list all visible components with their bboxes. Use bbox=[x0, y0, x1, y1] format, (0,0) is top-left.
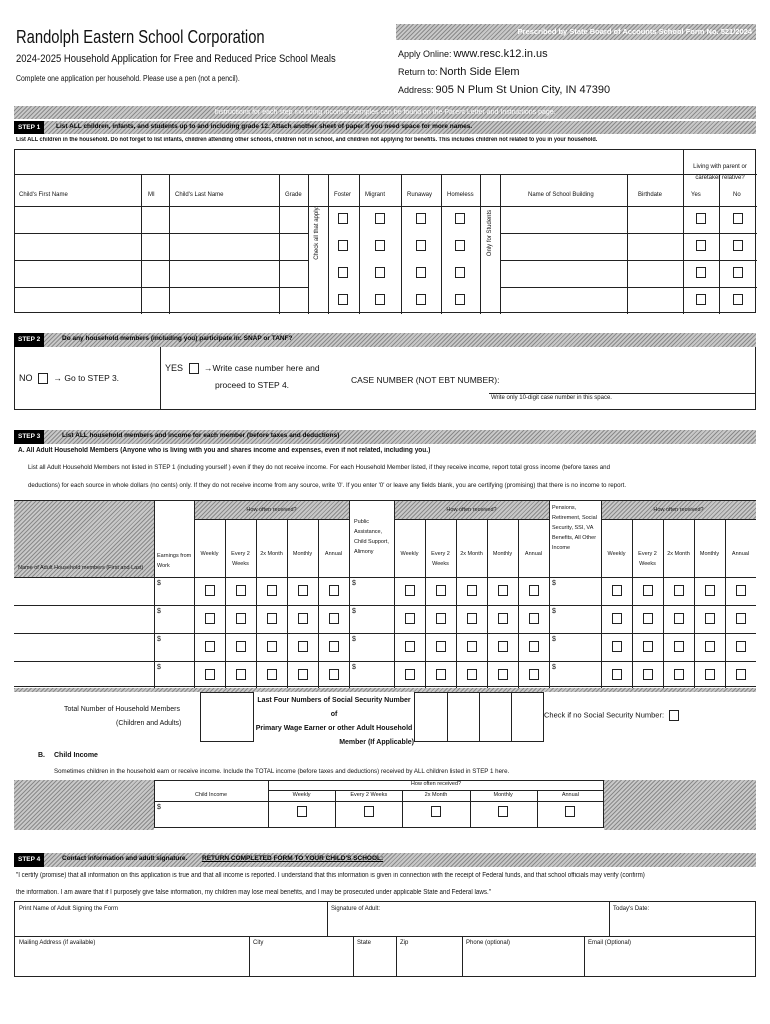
freq-header-3-2: Every 2 Weeks bbox=[638, 551, 657, 567]
child-freq-line bbox=[470, 790, 471, 828]
adult-row1-amount-3-field[interactable] bbox=[559, 578, 600, 604]
freq-header-1-4: Monthly bbox=[292, 551, 313, 557]
no-ssn-label: Check if no Social Security Number: bbox=[544, 710, 665, 720]
adult-row4-freq-2-4-checkbox[interactable] bbox=[498, 669, 508, 680]
row1-migrant-checkbox[interactable] bbox=[375, 213, 385, 224]
how-often-3: How often received? bbox=[653, 507, 704, 513]
adult-row2-freq-2-5-checkbox[interactable] bbox=[529, 613, 539, 624]
no-checkbox[interactable] bbox=[38, 373, 48, 384]
child-income-table bbox=[14, 780, 756, 830]
no-label: NO bbox=[19, 373, 33, 383]
adult-row1-freq-3-3-checkbox[interactable] bbox=[674, 585, 684, 596]
freq-header-1-2: Every 2 Weeks bbox=[231, 551, 250, 567]
adult-row1-freq-2-3-checkbox[interactable] bbox=[467, 585, 477, 596]
child-income-amount-field[interactable] bbox=[164, 802, 267, 827]
freq-header-3-4: Monthly bbox=[699, 551, 720, 557]
children-table bbox=[14, 149, 756, 313]
row3-yes-checkbox[interactable] bbox=[696, 267, 706, 278]
row3-foster-checkbox[interactable] bbox=[338, 267, 348, 278]
adult-row3-freq-1-5-checkbox[interactable] bbox=[329, 641, 339, 652]
ssn-label-2: Primary Wage Earner or other Adult Household bbox=[255, 725, 413, 732]
apply-online-value: www.resc.k12.in.us bbox=[453, 48, 548, 60]
step2-tag: STEP 2 bbox=[14, 333, 44, 347]
adult-row2-dollar-1: $ bbox=[157, 608, 161, 615]
col-pensions: Pensions, Retirement, Social Security, SSI, VA Benefits, All Other Income bbox=[552, 505, 597, 551]
row1-yes-checkbox[interactable] bbox=[696, 213, 706, 224]
step4-tag: STEP 4 bbox=[14, 853, 44, 867]
adult-row3-freq-3-1-checkbox[interactable] bbox=[612, 641, 622, 652]
adult-row3-amount-2-field[interactable] bbox=[359, 634, 393, 660]
adult-row2-freq-1-3-checkbox[interactable] bbox=[267, 613, 277, 624]
row3-first-name-field[interactable] bbox=[16, 261, 141, 286]
signature-table bbox=[14, 901, 756, 977]
adult-row3-dollar-2: $ bbox=[352, 636, 356, 643]
adult-row3-freq-1-4-checkbox[interactable] bbox=[298, 641, 308, 652]
print-name-field[interactable] bbox=[16, 916, 326, 935]
adult-row4-freq-3-2-checkbox[interactable] bbox=[643, 669, 653, 680]
row2-last-name-field[interactable] bbox=[170, 234, 279, 259]
how-often-2: How often received? bbox=[446, 507, 497, 513]
step3-bar bbox=[14, 430, 756, 444]
adult-row3-freq-2-5-checkbox[interactable] bbox=[529, 641, 539, 652]
prescribed-bar bbox=[396, 24, 756, 40]
col-public-assistance: Public Assistance, Child Support, Alimony bbox=[354, 519, 389, 555]
child-freq-1-checkbox[interactable] bbox=[297, 806, 307, 817]
adult-row3-amount-1-field[interactable] bbox=[164, 634, 193, 660]
child-freq-2-checkbox[interactable] bbox=[364, 806, 374, 817]
row1-grade-field[interactable] bbox=[280, 207, 308, 232]
total-members-label-2: (Children and Adults) bbox=[116, 720, 182, 727]
step1-subtitle: List ALL children in the household. Do not forget to list infants, children attending other schools, children not in school, and children not applying for benefits. This includes children not related to you in your household. bbox=[16, 137, 598, 143]
adult-row2-freq-2-4-checkbox[interactable] bbox=[498, 613, 508, 624]
step2-section bbox=[14, 333, 756, 410]
row4-no-checkbox[interactable] bbox=[733, 294, 743, 305]
adult-row1-amount-1-field[interactable] bbox=[164, 578, 193, 604]
adult-row1-freq-3-4-checkbox[interactable] bbox=[705, 585, 715, 596]
col-first-name: Child's First Name bbox=[19, 192, 68, 198]
phone-field[interactable] bbox=[463, 950, 583, 976]
adult-row1-freq-1-2-checkbox[interactable] bbox=[236, 585, 246, 596]
child-freq-3-checkbox[interactable] bbox=[431, 806, 441, 817]
row1-foster-checkbox[interactable] bbox=[338, 213, 348, 224]
row1-school-field[interactable] bbox=[501, 207, 627, 232]
row4-school-field[interactable] bbox=[501, 288, 627, 313]
row3-grade-field[interactable] bbox=[280, 261, 308, 286]
state-field[interactable] bbox=[354, 950, 395, 976]
child-freq-header-3: 2x Month bbox=[424, 792, 448, 798]
adult-row1-freq-2-1-checkbox[interactable] bbox=[405, 585, 415, 596]
signature-label: Signature of Adult: bbox=[331, 906, 381, 912]
row4-homeless-checkbox[interactable] bbox=[455, 294, 465, 305]
no-option bbox=[19, 373, 119, 384]
row3-last-name-field[interactable] bbox=[170, 261, 279, 286]
freq-line bbox=[287, 519, 288, 688]
row2-migrant-checkbox[interactable] bbox=[375, 240, 385, 251]
step1-tag: STEP 1 bbox=[14, 121, 44, 134]
ssn-label-1: Last Four Numbers of Social Security Number of bbox=[257, 697, 411, 718]
child-income-text: Sometimes children in the household earn or receive income. Include the TOTAL income (before taxes and deductions) received by ALL children listed in STEP 1 here. bbox=[54, 768, 510, 775]
step1-bar bbox=[14, 121, 756, 134]
row4-grade-field[interactable] bbox=[280, 288, 308, 313]
yes-write: →Write case number here and bbox=[204, 363, 320, 373]
address-value: 905 N Plum St Union City, IN 47390 bbox=[435, 84, 611, 96]
col-migrant: Migrant bbox=[365, 192, 386, 198]
col-runaway: Runaway bbox=[407, 192, 433, 198]
step3-section bbox=[14, 430, 756, 832]
ssn-label-3: Member (If Applicable) bbox=[339, 739, 414, 746]
adult-row4-dollar-2: $ bbox=[352, 664, 356, 671]
adult-row2-freq-3-1-checkbox[interactable] bbox=[612, 613, 622, 624]
row2-foster-checkbox[interactable] bbox=[338, 240, 348, 251]
adult-row1-amount-2-field[interactable] bbox=[359, 578, 393, 604]
adult-row1-freq-1-5-checkbox[interactable] bbox=[329, 585, 339, 596]
adult-row3-freq-2-1-checkbox[interactable] bbox=[405, 641, 415, 652]
no-ssn-checkbox[interactable] bbox=[669, 710, 679, 721]
ssn-field[interactable] bbox=[414, 692, 544, 742]
step4-title: Contact information and adult signature. bbox=[62, 855, 188, 862]
adult-row2-freq-2-1-checkbox[interactable] bbox=[405, 613, 415, 624]
adult-row4-dollar-1: $ bbox=[157, 664, 161, 671]
date-label: Today's Date: bbox=[613, 906, 650, 912]
adult-row4-freq-2-3-checkbox[interactable] bbox=[467, 669, 477, 680]
child-income-col: Child Income bbox=[194, 792, 228, 798]
adult-row2-freq-1-1-checkbox[interactable] bbox=[205, 613, 215, 624]
adult-row2-freq-3-5-checkbox[interactable] bbox=[736, 613, 746, 624]
ssn-label bbox=[254, 694, 414, 750]
adult-row3-freq-1-1-checkbox[interactable] bbox=[205, 641, 215, 652]
no-ssn-option bbox=[544, 710, 679, 721]
row1-homeless-checkbox[interactable] bbox=[455, 213, 465, 224]
adult-row4-name-field[interactable] bbox=[15, 662, 153, 688]
step4-return-title: RETURN COMPLETED FORM TO YOUR CHILD'S SCHOOL: bbox=[202, 855, 384, 862]
row4-yes-checkbox[interactable] bbox=[696, 294, 706, 305]
adult-row1-freq-3-5-checkbox[interactable] bbox=[736, 585, 746, 596]
zip-label: Zip bbox=[400, 940, 409, 946]
col-homeless: Homeless bbox=[447, 192, 474, 198]
step4-bar bbox=[14, 853, 756, 867]
adult-row4-freq-1-3-checkbox[interactable] bbox=[267, 669, 277, 680]
signature-field[interactable] bbox=[328, 916, 608, 935]
col-adult-name: Name of Adult Household members (First and Last) bbox=[18, 565, 144, 571]
apply-online bbox=[398, 48, 548, 60]
col-earnings: Earnings from Work bbox=[157, 553, 192, 569]
row3-mi-field[interactable] bbox=[142, 261, 169, 286]
child-freq-4-checkbox[interactable] bbox=[498, 806, 508, 817]
adult-row1-freq-1-1-checkbox[interactable] bbox=[205, 585, 215, 596]
freq-header-3-1: Weekly bbox=[607, 551, 626, 557]
row3-migrant-checkbox[interactable] bbox=[375, 267, 385, 278]
adult-row2-freq-3-4-checkbox[interactable] bbox=[705, 613, 715, 624]
row2-no-checkbox[interactable] bbox=[733, 240, 743, 251]
child-freq-line bbox=[402, 790, 403, 828]
adult-row4-freq-2-1-checkbox[interactable] bbox=[405, 669, 415, 680]
adult-row3-freq-3-3-checkbox[interactable] bbox=[674, 641, 684, 652]
adult-row1-freq-2-5-checkbox[interactable] bbox=[529, 585, 539, 596]
adult-row3-name-field[interactable] bbox=[15, 634, 153, 660]
zip-field[interactable] bbox=[397, 950, 461, 976]
instructions-text: Instructions for each step including income examples can be found on the Parent Letter and Instructions page. bbox=[214, 109, 556, 116]
adult-row2-freq-1-4-checkbox[interactable] bbox=[298, 613, 308, 624]
how-often-1: How often received? bbox=[246, 507, 297, 513]
adult-members-text-2: deductions) for each source in whole dollars (no cents) only. If they do not receive income from any source, write '0'. If you enter '0' or leave any fields blank, you are certifying (promising) that there is no income to report. bbox=[28, 482, 627, 489]
adult-row1-dollar-3: $ bbox=[552, 580, 556, 587]
row2-yes-checkbox[interactable] bbox=[696, 240, 706, 251]
row4-foster-checkbox[interactable] bbox=[338, 294, 348, 305]
col-last-name: Child's Last Name bbox=[175, 192, 224, 198]
adult-row4-freq-3-5-checkbox[interactable] bbox=[736, 669, 746, 680]
freq-header-2-2: Every 2 Weeks bbox=[431, 551, 450, 567]
adult-row3-freq-1-2-checkbox[interactable] bbox=[236, 641, 246, 652]
yes-option bbox=[165, 363, 320, 374]
case-number-label: CASE NUMBER (NOT EBT NUMBER): bbox=[351, 375, 500, 385]
adult-row4-freq-3-3-checkbox[interactable] bbox=[674, 669, 684, 680]
col-grade: Grade bbox=[285, 192, 302, 198]
row2-school-field[interactable] bbox=[501, 234, 627, 259]
child-income-dollar: $ bbox=[157, 804, 161, 811]
row2-grade-field[interactable] bbox=[280, 234, 308, 259]
freq-line bbox=[487, 519, 488, 688]
sub-note: Complete one application per household. Please use a pen (not a pencil). bbox=[16, 74, 240, 83]
print-name-label: Print Name of Adult Signing the Form bbox=[19, 906, 119, 912]
adult-row2-dollar-2: $ bbox=[352, 608, 356, 615]
freq-header-2-4: Monthly bbox=[492, 551, 513, 557]
step1-section bbox=[14, 121, 756, 313]
return-to bbox=[398, 66, 520, 78]
case-number-field[interactable] bbox=[489, 357, 755, 393]
adult-row1-name-field[interactable] bbox=[15, 578, 153, 604]
apply-online-label: Apply Online: bbox=[398, 49, 452, 59]
adult-row4-freq-3-1-checkbox[interactable] bbox=[612, 669, 622, 680]
freq-line bbox=[318, 519, 319, 688]
email-label: Email (Optional) bbox=[588, 940, 632, 946]
freq-line bbox=[256, 519, 257, 688]
adult-members-title: A. All Adult Household Members (Anyone who is living with you and shares income and expenses, even if not related, including you.) bbox=[18, 447, 431, 454]
instructions-bar bbox=[14, 106, 756, 119]
row1-birthdate-field[interactable] bbox=[628, 207, 683, 232]
mailing-label: Mailing Address (if available) bbox=[19, 940, 96, 946]
adult-row2-freq-3-2-checkbox[interactable] bbox=[643, 613, 653, 624]
row3-no-checkbox[interactable] bbox=[733, 267, 743, 278]
adult-row1-freq-1-3-checkbox[interactable] bbox=[267, 585, 277, 596]
row1-first-name-field[interactable] bbox=[16, 207, 141, 232]
freq-header-3-5: Annual bbox=[731, 551, 750, 557]
row2-mi-field[interactable] bbox=[142, 234, 169, 259]
adult-row1-dollar-1: $ bbox=[157, 580, 161, 587]
adult-income-table bbox=[14, 500, 756, 687]
adult-row3-freq-2-2-checkbox[interactable] bbox=[436, 641, 446, 652]
row2-runaway-checkbox[interactable] bbox=[416, 240, 426, 251]
adult-row1-freq-1-4-checkbox[interactable] bbox=[298, 585, 308, 596]
prescribed-text: Prescribed by State Board of Accounts School Form No. 521/2024 bbox=[517, 27, 752, 36]
row4-mi-field[interactable] bbox=[142, 288, 169, 313]
adult-row1-freq-2-4-checkbox[interactable] bbox=[498, 585, 508, 596]
yes-proceed: proceed to STEP 4. bbox=[215, 380, 290, 390]
row3-birthdate-field[interactable] bbox=[628, 261, 683, 286]
return-to-value: North Side Elem bbox=[439, 66, 520, 78]
adult-row4-freq-2-5-checkbox[interactable] bbox=[529, 669, 539, 680]
step2-body bbox=[14, 347, 756, 410]
adult-row4-freq-3-4-checkbox[interactable] bbox=[705, 669, 715, 680]
adult-row2-freq-1-2-checkbox[interactable] bbox=[236, 613, 246, 624]
adult-row4-dollar-3: $ bbox=[552, 664, 556, 671]
freq-header-2-3: 2x Month bbox=[460, 551, 483, 557]
totals-row bbox=[14, 688, 756, 746]
adult-row2-freq-2-2-checkbox[interactable] bbox=[436, 613, 446, 624]
row2-homeless-checkbox[interactable] bbox=[455, 240, 465, 251]
freq-line bbox=[518, 519, 519, 688]
col-mi: MI bbox=[148, 192, 155, 198]
adult-row4-freq-2-2-checkbox[interactable] bbox=[436, 669, 446, 680]
adult-members-text-1: List all Adult Household Members not listed in STEP 1 (including yourself ) even if they do not receive income. For each Household Member listed, if they receive income, report total gross income (before taxes and bbox=[28, 464, 611, 471]
adult-row2-amount-1-field[interactable] bbox=[164, 606, 193, 632]
freq-line bbox=[632, 519, 633, 688]
adult-row1-freq-3-1-checkbox[interactable] bbox=[612, 585, 622, 596]
row3-homeless-checkbox[interactable] bbox=[455, 267, 465, 278]
col-no: No bbox=[733, 192, 741, 198]
city-field[interactable] bbox=[250, 950, 352, 976]
adult-row2-amount-2-field[interactable] bbox=[359, 606, 393, 632]
date-field[interactable] bbox=[610, 916, 754, 935]
row2-first-name-field[interactable] bbox=[16, 234, 141, 259]
row4-runaway-checkbox[interactable] bbox=[416, 294, 426, 305]
adult-row4-freq-1-5-checkbox[interactable] bbox=[329, 669, 339, 680]
adult-row3-freq-1-3-checkbox[interactable] bbox=[267, 641, 277, 652]
adult-row2-freq-1-5-checkbox[interactable] bbox=[329, 613, 339, 624]
address-label: Address: bbox=[398, 85, 434, 95]
adult-row3-dollar-3: $ bbox=[552, 636, 556, 643]
certify-text-1: "I certify (promise) that all information on this application is true and that all income is reported. I understand that this information is given in connection with the receipt of Federal funds, and that school officials may verify (confirm) bbox=[16, 872, 645, 879]
child-freq-5-checkbox[interactable] bbox=[565, 806, 575, 817]
col-birthdate: Birthdate bbox=[638, 192, 663, 198]
freq-line bbox=[725, 519, 726, 688]
row4-birthdate-field[interactable] bbox=[628, 288, 683, 313]
adult-row4-amount-3-field[interactable] bbox=[559, 662, 600, 688]
adult-row3-freq-3-4-checkbox[interactable] bbox=[705, 641, 715, 652]
row2-birthdate-field[interactable] bbox=[628, 234, 683, 259]
adult-row1-freq-3-2-checkbox[interactable] bbox=[643, 585, 653, 596]
header bbox=[14, 24, 756, 104]
case-number-note: Write only 10-digit case number in this space. bbox=[491, 395, 612, 401]
yes-label: YES bbox=[165, 363, 184, 373]
row3-runaway-checkbox[interactable] bbox=[416, 267, 426, 278]
total-members-field[interactable] bbox=[200, 692, 254, 742]
total-members-label-1: Total Number of Household Members bbox=[64, 706, 180, 713]
row3-school-field[interactable] bbox=[501, 261, 627, 286]
freq-header-2-5: Annual bbox=[524, 551, 543, 557]
mailing-field[interactable] bbox=[16, 950, 248, 976]
freq-line bbox=[425, 519, 426, 688]
adult-row4-freq-1-4-checkbox[interactable] bbox=[298, 669, 308, 680]
step3-tag: STEP 3 bbox=[14, 430, 44, 444]
col-foster: Foster bbox=[334, 192, 352, 198]
freq-header-1-5: Annual bbox=[324, 551, 343, 557]
child-freq-header-4: Monthly bbox=[493, 792, 513, 798]
adult-row3-dollar-1: $ bbox=[157, 636, 161, 643]
freq-header-3-3: 2x Month bbox=[667, 551, 690, 557]
freq-line bbox=[456, 519, 457, 688]
row1-mi-field[interactable] bbox=[142, 207, 169, 232]
yes-checkbox[interactable] bbox=[189, 363, 199, 374]
freq-header-1-1: Weekly bbox=[200, 551, 219, 557]
freq-line bbox=[694, 519, 695, 688]
adult-row2-dollar-3: $ bbox=[552, 608, 556, 615]
org-name: Randolph Eastern School Corporation bbox=[16, 27, 265, 47]
child-freq-header-2: Every 2 Weeks bbox=[350, 792, 388, 798]
step4-section bbox=[14, 853, 756, 977]
adult-row4-amount-2-field[interactable] bbox=[359, 662, 393, 688]
email-field[interactable] bbox=[585, 950, 755, 976]
row4-first-name-field[interactable] bbox=[16, 288, 141, 313]
row4-migrant-checkbox[interactable] bbox=[375, 294, 385, 305]
adult-row1-dollar-2: $ bbox=[352, 580, 356, 587]
child-freq-line bbox=[335, 790, 336, 828]
form-title: 2024-2025 Household Application for Free and Reduced Price School Meals bbox=[16, 53, 336, 65]
step2-title: Do any household members (including you) participate in: SNAP or TANF? bbox=[62, 335, 293, 342]
freq-header-1-3: 2x Month bbox=[260, 551, 283, 557]
adult-row3-freq-2-3-checkbox[interactable] bbox=[467, 641, 477, 652]
adult-row4-freq-1-2-checkbox[interactable] bbox=[236, 669, 246, 680]
adult-row3-freq-2-4-checkbox[interactable] bbox=[498, 641, 508, 652]
adult-row1-freq-2-2-checkbox[interactable] bbox=[436, 585, 446, 596]
child-how-often: How often received? bbox=[410, 781, 462, 787]
child-income-section bbox=[14, 748, 756, 832]
col-yes: Yes bbox=[691, 192, 701, 198]
row1-no-checkbox[interactable] bbox=[733, 213, 743, 224]
city-label: City bbox=[253, 940, 264, 946]
adult-row3-freq-3-5-checkbox[interactable] bbox=[736, 641, 746, 652]
row1-runaway-checkbox[interactable] bbox=[416, 213, 426, 224]
certify-text-2: the information. I am aware that if I purposely give false information, my children may lose meal benefits, and I may be prosecuted under applicable State and Federal laws." bbox=[16, 889, 491, 896]
adult-row2-freq-3-3-checkbox[interactable] bbox=[674, 613, 684, 624]
freq-line bbox=[663, 519, 664, 688]
col-school: Name of School Building bbox=[528, 192, 594, 198]
adult-row2-freq-2-3-checkbox[interactable] bbox=[467, 613, 477, 624]
child-freq-header-1: Weekly bbox=[292, 792, 311, 798]
freq-header-2-1: Weekly bbox=[400, 551, 419, 557]
child-freq-header-5: Annual bbox=[561, 792, 579, 798]
child-freq-line bbox=[537, 790, 538, 828]
check-all-vertical: Check all that apply. bbox=[314, 206, 320, 260]
child-income-tag: B. bbox=[38, 752, 45, 759]
return-to-label: Return to: bbox=[398, 67, 438, 77]
adult-row3-freq-3-2-checkbox[interactable] bbox=[643, 641, 653, 652]
step2-bar bbox=[14, 333, 756, 347]
adult-row3-amount-3-field[interactable] bbox=[559, 634, 600, 660]
state-label: State bbox=[357, 940, 372, 946]
step1-title: List ALL children, infants, and students up to and including grade 12. Attach another sheet of paper if you need space for more names. bbox=[56, 123, 473, 130]
only-students-vertical: Only for Students bbox=[487, 209, 493, 257]
adult-row2-name-field[interactable] bbox=[15, 606, 153, 632]
row1-last-name-field[interactable] bbox=[170, 207, 279, 232]
freq-line bbox=[225, 519, 226, 688]
child-income-title: Child Income bbox=[54, 752, 98, 759]
adult-row4-amount-1-field[interactable] bbox=[164, 662, 193, 688]
adult-row4-freq-1-1-checkbox[interactable] bbox=[205, 669, 215, 680]
living-with-label: Living with parent or caretaker relative? bbox=[693, 164, 747, 181]
row4-last-name-field[interactable] bbox=[170, 288, 279, 313]
adult-row2-amount-3-field[interactable] bbox=[559, 606, 600, 632]
phone-label: Phone (optional) bbox=[466, 940, 511, 946]
no-goto: → Go to STEP 3. bbox=[53, 373, 120, 383]
address bbox=[398, 84, 610, 96]
step3-title: List ALL household members and income for each member (before taxes and deductions) bbox=[62, 432, 340, 439]
